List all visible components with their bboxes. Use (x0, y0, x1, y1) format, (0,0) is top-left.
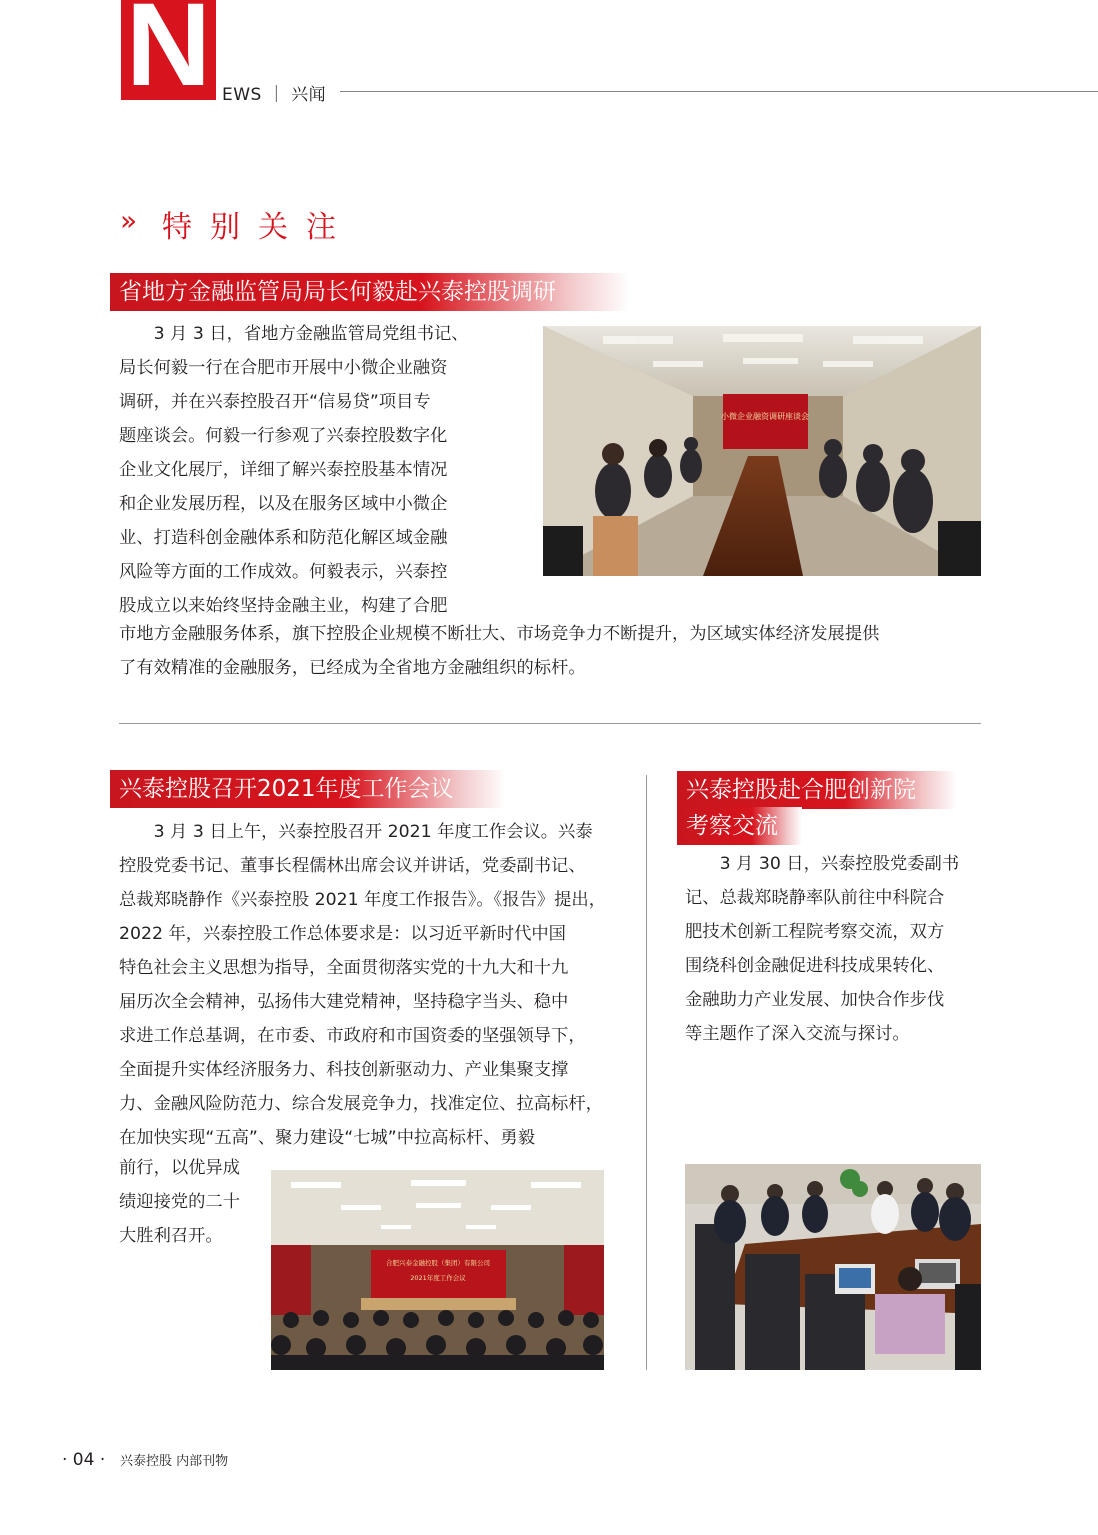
article2-line: 控股党委书记、董事长程儒林出席会议并讲话，党委副书记、 (119, 856, 586, 876)
article3-line: 等主题作了深入交流与探讨。 (685, 1024, 910, 1044)
article2-line: 求进工作总基调，在市委、市政府和市国资委的坚强领导下， (119, 1026, 586, 1046)
article1-line: 题座谈会。何毅一行参观了兴泰控股数字化 (119, 426, 448, 446)
section-title: 特别关注 (162, 210, 354, 245)
article2-line: 在加快实现“五高”、聚力建设“七城”中拉高标杆、勇毅 (119, 1128, 535, 1148)
article2-line: 届历次全会精神，弘扬伟大建党精神，坚持稳字当头、稳中 (119, 992, 569, 1012)
double-chevron-icon: » (120, 204, 138, 237)
section-divider (119, 723, 981, 724)
article1-body (119, 317, 491, 623)
article2-line: 全面提升实体经济服务力、科技创新驱动力、产业集聚支撑 (119, 1060, 569, 1080)
header-rule (340, 91, 1098, 92)
article3-line: 金融助力产业发展、加快合作步伐 (685, 990, 945, 1010)
article1-line: 市地方金融服务体系，旗下控股企业规模不断壮大、市场竞争力不断提升，为区域实体经济发展提供 (119, 624, 880, 644)
article1-body-wide (119, 617, 981, 685)
article1-line: 了有效精准的金融服务，已经成为全省地方金融组织的标杆。 (119, 658, 586, 678)
article2-body-tail (119, 1151, 259, 1253)
article2-line: 总裁郑晓静作《兴泰控股 2021 年度工作报告》。《报告》提出， (119, 890, 606, 910)
article3-line: 3 月 30 日，兴泰控股党委副书 (685, 854, 960, 874)
article3-title-line1: 兴泰控股赴合肥创新院 (677, 771, 957, 809)
meeting-photo-1 (543, 326, 981, 576)
meeting-photo-2 (271, 1170, 604, 1370)
article3-line: 围绕科创金融促进科技成果转化、 (685, 956, 945, 976)
article2-title: 兴泰控股召开2021年度工作会议 (110, 770, 506, 808)
article1-line: 3 月 3 日，省地方金融监管局党组书记、 (119, 324, 469, 344)
footer (62, 1450, 228, 1470)
article1-line: 企业文化展厅，详细了解兴泰控股基本情况 (119, 460, 448, 480)
article1-line: 局长何毅一行在合肥市开展中小微企业融资 (119, 358, 448, 378)
article2-line: 2022 年，兴泰控股工作总体要求是：以习近平新时代中国 (119, 924, 566, 944)
article2-line: 前行，以优异成 (119, 1158, 240, 1178)
article3-line: 记、总裁郑晓静率队前往中科院合 (685, 888, 945, 908)
meeting-photo-3 (685, 1164, 981, 1370)
article1-title: 省地方金融监管局局长何毅赴兴泰控股调研 (110, 273, 630, 311)
article2-line: 力、金融风险防范力、综合发展竞争力，找准定位、拉高标杆， (119, 1094, 603, 1114)
article2-line: 3 月 3 日上午，兴泰控股召开 2021 年度工作会议。兴泰 (119, 822, 593, 842)
article3-line: 肥技术创新工程院考察交流，双方 (685, 922, 945, 942)
screen-text: 小微企业融资调研座谈会 (721, 412, 809, 421)
article1-line: 调研，并在兴泰控股召开“信易贷”项目专 (119, 392, 431, 412)
article2-line: 大胜利召开。 (119, 1226, 223, 1246)
article2-line: 特色社会主义思想为指导，全面贯彻落实党的十九大和十九 (119, 958, 569, 978)
logo-letter: N (125, 0, 212, 111)
section-label: EWS ｜ 兴闻 (222, 85, 327, 105)
banner-line-2: 2021年度工作会议 (410, 1274, 466, 1282)
article3-title-line2: 考察交流 (677, 807, 802, 845)
article1-line: 业、打造科创金融体系和防范化解区域金融 (119, 528, 448, 548)
article2-line: 绩迎接党的二十 (119, 1192, 240, 1212)
article1-line: 和企业发展历程，以及在服务区域中小微企 (119, 494, 448, 514)
article3-body (685, 847, 981, 1051)
article1-line: 风险等方面的工作成效。何毅表示，兴泰控 (119, 562, 448, 582)
page-number: · 04 · (62, 1450, 106, 1470)
column-divider (646, 775, 647, 1370)
publication-name: 兴泰控股 内部刊物 (120, 1454, 229, 1469)
banner-line-1: 合肥兴泰金融控股（集团）有限公司 (386, 1259, 490, 1267)
article1-line: 股成立以来始终坚持金融主业，构建了合肥 (119, 596, 448, 616)
article2-body (119, 815, 604, 1155)
